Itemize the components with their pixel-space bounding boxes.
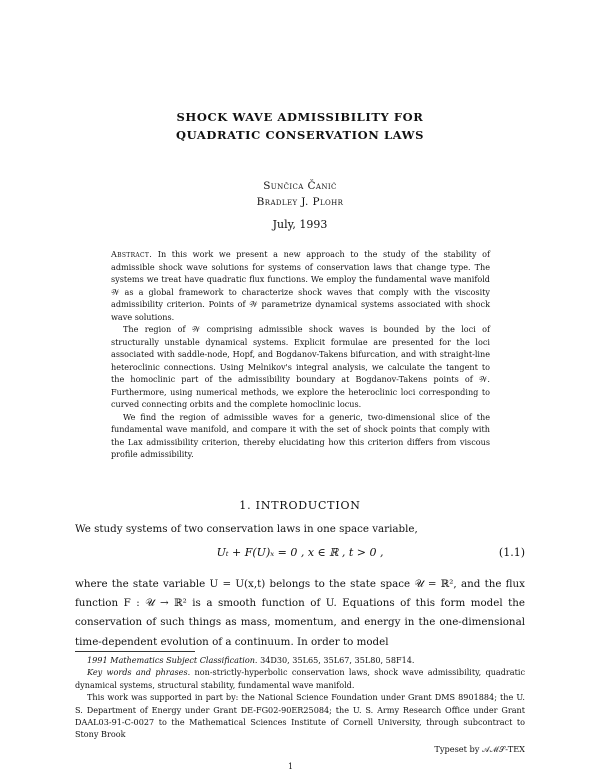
msc-codes: 34D30, 35L65, 35L67, 35L80, 58F14. <box>260 655 415 665</box>
paper-title-line-2: QUADRATIC CONSERVATION LAWS <box>175 128 425 142</box>
author-2: Bradley J. Plohr <box>256 196 344 208</box>
footnote-rule <box>75 651 195 652</box>
abstract-paragraph-1 <box>111 248 490 323</box>
keywords-text: non-strictly-hyperbolic conservation laws, shock wave admissibility, quadratic dynamical systems, structural stability, fundamental wave manifold. <box>75 667 525 690</box>
typeset-note: Typeset by 𝒜ℳ𝒮-TEX <box>434 744 525 754</box>
intro-paragraph-text: where the state variable U = U(x,t) belongs to the state space 𝒰 = ℝ², and the flux function F : 𝒰 → ℝ² is a smooth function of U. Equations of this form model the conservation of such things as mass, momentum, and energy in the one-dimensional time-dependent evolution of a continuum. In order to model <box>75 578 525 648</box>
page-folio: 1 <box>288 762 294 771</box>
footnote-support: This work was supported in part by: the National Science Foundation under Grant DMS 8901884; the U. S. Department of Energy under Grant DE-FG02-90ER25084; the U. S. Army Research Office under Grant DAAL03-91-C-0027 to the Mathematical Sciences Institute of Cornell University, through subcontract to Stony Brook <box>75 692 525 740</box>
equation-number: (1.1) <box>498 546 525 559</box>
equation-1-1 <box>75 546 525 566</box>
footnote-keywords <box>75 666 525 691</box>
section-heading: 1. INTRODUCTION <box>239 499 361 512</box>
intro-line: We study systems of two conservation laws in one space variable, <box>75 523 418 535</box>
equation-body: Uₜ + F(U)ₓ = 0 , x ∈ ℝ , t > 0 , <box>216 546 384 559</box>
msc-label: 1991 Mathematics Subject Classification. <box>87 655 258 665</box>
abstract-label: Abstract. <box>111 249 153 259</box>
abstract <box>111 248 490 461</box>
author-1: Sunčica Čanić <box>263 180 337 192</box>
abstract-paragraph-3: We find the region of admissible waves for a generic, two-dimensional slice of the fundamental wave manifold, and compare it with the set of shock points that comply with the Lax admissibility criterion, thereby elucidating how this criterion differs from viscous profile admissibility. <box>111 411 490 459</box>
paper-title-line-1: SHOCK WAVE ADMISSIBILITY FOR <box>176 110 424 124</box>
paper-date: July, 1993 <box>272 218 328 231</box>
footnote-msc <box>75 654 525 666</box>
abstract-paragraph-2: The region of 𝒲 comprising admissible shock waves is bounded by the loci of structurally unstable dynamical systems. Explicit formulae are presented for the loci associated with saddle-node, Hopf, and Bogdanov-Takens bifurcation, and with straight-line heteroclinic connections. Using Melnikov's integral analysis, we calculate the tangent to the homoclinic part of the admissibility boundary at Bogdanov-Takens points of 𝒲. Furthermore, using numerical methods, we explore the heteroclinic loci corresponding to curved connecting orbits and the complete homoclinic locus. <box>111 324 490 409</box>
abstract-text-1: In this work we present a new approach to the study of the stability of admissible shock wave solutions for systems of conservation laws that change type. The systems we treat have quadratic flux functions. We employ the fundamental wave manifold 𝒲 as a global framework to characterize shock waves that comply with the viscosity admissibility criterion. Points of 𝒲 parametrize dynamical systems associated with shock wave solutions. <box>111 249 490 322</box>
intro-paragraph <box>75 575 525 652</box>
keywords-label: Key words and phrases. <box>87 667 191 678</box>
footnotes <box>75 654 525 741</box>
